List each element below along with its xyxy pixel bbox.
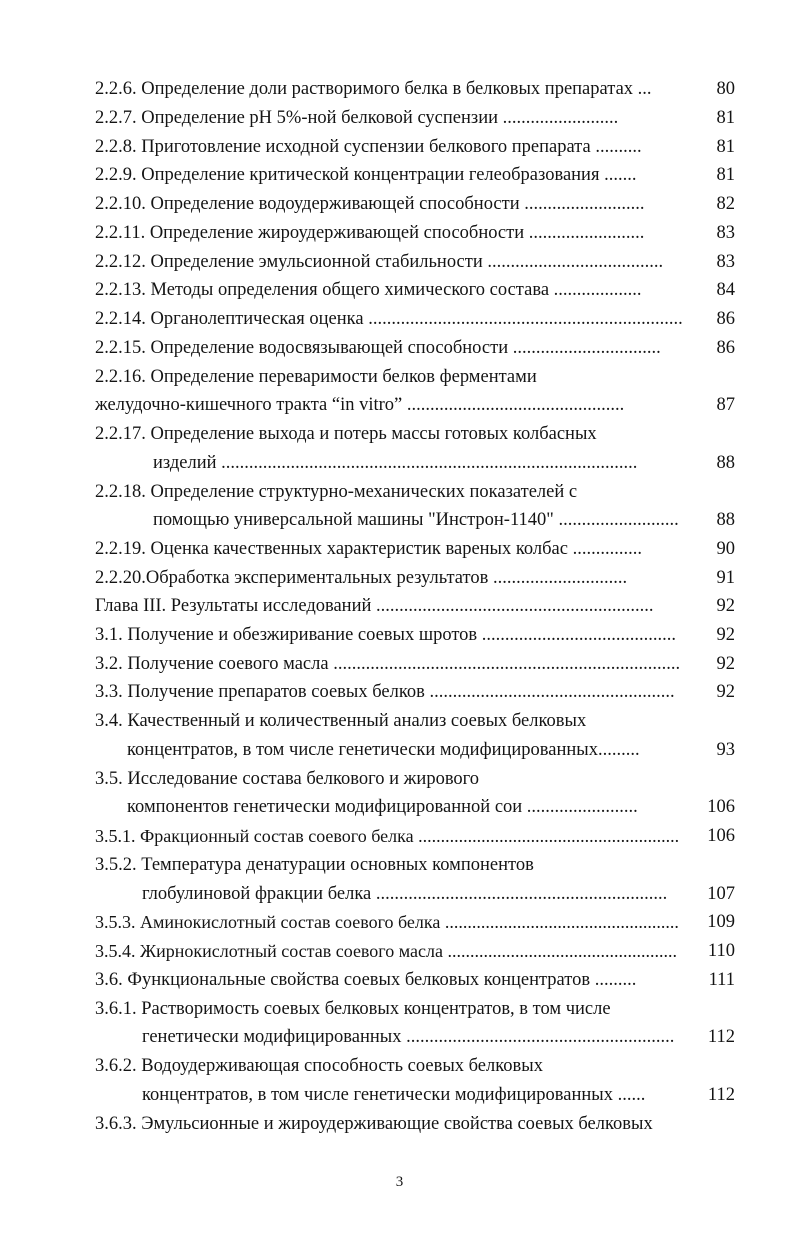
toc-entry-text: глобулиновой фракции белка ...............................................................: [142, 884, 668, 904]
toc-entry-text: 2.2.8. Приготовление исходной суспензии белкового препарата ..........: [95, 137, 642, 157]
toc-entry: [95, 104, 735, 133]
toc-entry: [95, 506, 735, 535]
toc-entry-page: 81: [716, 165, 735, 185]
toc-entry-page: 110: [707, 941, 735, 961]
toc-entry-page: 90: [716, 539, 735, 559]
toc-entry-text: 3.5. Исследование состава белкового и жирового: [95, 769, 480, 789]
toc-entry: [95, 305, 735, 334]
toc-entry: [95, 391, 735, 420]
toc-entry-page: 81: [716, 108, 735, 128]
toc-entry-page: 106: [707, 797, 735, 817]
toc-entry-page: 109: [707, 912, 735, 932]
toc-entry-page: 92: [716, 654, 735, 674]
toc-entry-text: помощью универсальной машины "Инстрон-1140" ..........................: [153, 510, 679, 530]
toc-entry-page: 83: [716, 223, 735, 243]
toc-entry-text: 2.2.7. Определение pH 5%-ной белковой суспензии .........................: [95, 108, 619, 128]
toc-entry-text: изделий ..........................................................................................: [153, 453, 638, 473]
toc-entry-page: 92: [716, 596, 735, 616]
toc-entry-page: 84: [716, 280, 735, 300]
toc-entry: [95, 1081, 735, 1110]
toc-entry-text: 3.5.2. Температура денатурации основных компонентов: [95, 855, 534, 875]
toc-entry-text: 2.2.18. Определение структурно-механических показателей с: [95, 482, 578, 502]
toc-entry: [95, 592, 735, 621]
toc-entry-page: 92: [716, 625, 735, 645]
toc-entry: [95, 908, 735, 937]
toc-entry: [95, 535, 735, 564]
toc-entry-text: 3.2. Получение соевого масла ...........................................................................: [95, 654, 681, 674]
toc-entry-page: 92: [716, 682, 735, 702]
toc-entry-text: 2.2.19. Оценка качественных характеристик вареных колбас ...............: [95, 539, 642, 559]
toc-entry: [95, 678, 735, 707]
toc-entry: [95, 650, 735, 679]
toc-entry-page: 106: [707, 826, 735, 846]
toc-entry-page: 83: [716, 252, 735, 272]
toc-entry: [95, 363, 735, 392]
toc-entry-text: 3.5.4. Жирнокислотный состав соевого масла ...................................................: [95, 941, 677, 961]
toc-entry-text: 3.3. Получение препаратов соевых белков .....................................................: [95, 682, 675, 702]
toc-entry-page: 87: [716, 395, 735, 415]
toc-entry-text: 3.4. Качественный и количественный анализ соевых белковых: [95, 711, 587, 731]
toc-entry-page: 82: [716, 194, 735, 214]
toc-entry-text: 2.2.11. Определение жироудерживающей способности .........................: [95, 223, 645, 243]
toc-entry: [95, 219, 735, 248]
toc-entry-text: Глава III. Результаты исследований ............................................................: [95, 596, 654, 616]
toc-entry: [95, 621, 735, 650]
toc-entry-page: 88: [716, 510, 735, 530]
toc-entry-text: 2.2.13. Методы определения общего химического состава ...................: [95, 280, 642, 300]
toc-entry-page: 86: [716, 338, 735, 358]
toc-entry-page: 86: [716, 309, 735, 329]
toc-entry-text: желудочно-кишечного тракта “in vitro” ...............................................: [95, 395, 625, 415]
toc-entry-page: 112: [707, 1027, 735, 1047]
toc-entry-text: компонентов генетически модифицированной сои ........................: [127, 797, 638, 817]
toc-entry: [95, 190, 735, 219]
toc-entry-text: 3.6.1. Растворимость соевых белковых концентратов, в том числе: [95, 999, 611, 1019]
toc-entry: [95, 248, 735, 277]
toc-entry: [95, 276, 735, 305]
toc-entry-text: 2.2.16. Определение переваримости белков ферментами: [95, 367, 537, 387]
toc-entry-text: 2.2.10. Определение водоудерживающей способности ..........................: [95, 194, 645, 214]
toc-entry-page: 81: [716, 137, 735, 157]
toc-entry: [95, 880, 735, 909]
toc-entry: [95, 334, 735, 363]
toc-entry: [95, 793, 735, 822]
toc-entry-page: 93: [716, 740, 735, 760]
toc-entry-text: 3.6.2. Водоудерживающая способность соевых белковых: [95, 1056, 543, 1076]
toc-entry-page: 112: [707, 1085, 735, 1105]
toc-entry: [95, 736, 735, 765]
toc-entry-text: 3.6.3. Эмульсионные и жироудерживающие свойства соевых белковых: [95, 1114, 653, 1134]
toc-entry-text: 3.6. Функциональные свойства соевых белковых концентратов .........: [95, 970, 637, 990]
toc-entry-text: 2.2.14. Органолептическая оценка ....................................................................: [95, 309, 683, 329]
toc-entry: [95, 75, 735, 104]
toc-entry-text: 3.5.3. Аминокислотный состав соевого белка ....................................................: [95, 912, 679, 932]
toc-entry-text: концентратов, в том числе генетически модифицированных.........: [127, 740, 640, 760]
toc-entry-page: 111: [708, 970, 735, 990]
toc-entry: [95, 937, 735, 966]
toc-entry: [95, 420, 735, 449]
toc-entry: [95, 851, 735, 880]
toc-entry-text: генетически модифицированных ..........................................................: [142, 1027, 675, 1047]
toc-entry: [95, 1110, 735, 1139]
toc-entry: [95, 449, 735, 478]
toc-entry-text: 2.2.12. Определение эмульсионной стабильности ......................................: [95, 252, 664, 272]
toc-entry-page: 107: [707, 884, 735, 904]
toc-entry: [95, 822, 735, 851]
toc-entry-text: 3.5.1. Фракционный состав соевого белка ..........................................................: [95, 826, 680, 846]
toc-entry-text: 2.2.9. Определение критической концентрации гелеобразования .......: [95, 165, 637, 185]
toc-entry-text: 2.2.20.Обработка экспериментальных результатов .............................: [95, 568, 628, 588]
page-number: 3: [395, 1174, 404, 1190]
toc-entry: [95, 966, 735, 995]
toc-entry: [95, 564, 735, 593]
toc-entry-text: 2.2.15. Определение водосвязывающей способности ................................: [95, 338, 661, 358]
toc-entry-text: 2.2.6. Определение доли растворимого белка в белковых препаратах ...: [95, 79, 652, 99]
toc-entry: [95, 478, 735, 507]
toc-entry: [95, 707, 735, 736]
toc-entry: [95, 1052, 735, 1081]
toc-entry-page: 91: [716, 568, 735, 588]
toc-entry-page: 80: [716, 79, 735, 99]
toc-entry: [95, 161, 735, 190]
toc-entry-text: концентратов, в том числе генетически модифицированных ......: [142, 1085, 646, 1105]
toc-entry-text: 2.2.17. Определение выхода и потерь массы готовых колбасных: [95, 424, 597, 444]
toc-entry: [95, 1023, 735, 1052]
toc-entry: [95, 133, 735, 162]
toc-entry: [95, 995, 735, 1024]
toc-entry-text: 3.1. Получение и обезжиривание соевых шротов ..........................................: [95, 625, 677, 645]
toc-entry: [95, 765, 735, 794]
toc-entry-page: 88: [716, 453, 735, 473]
